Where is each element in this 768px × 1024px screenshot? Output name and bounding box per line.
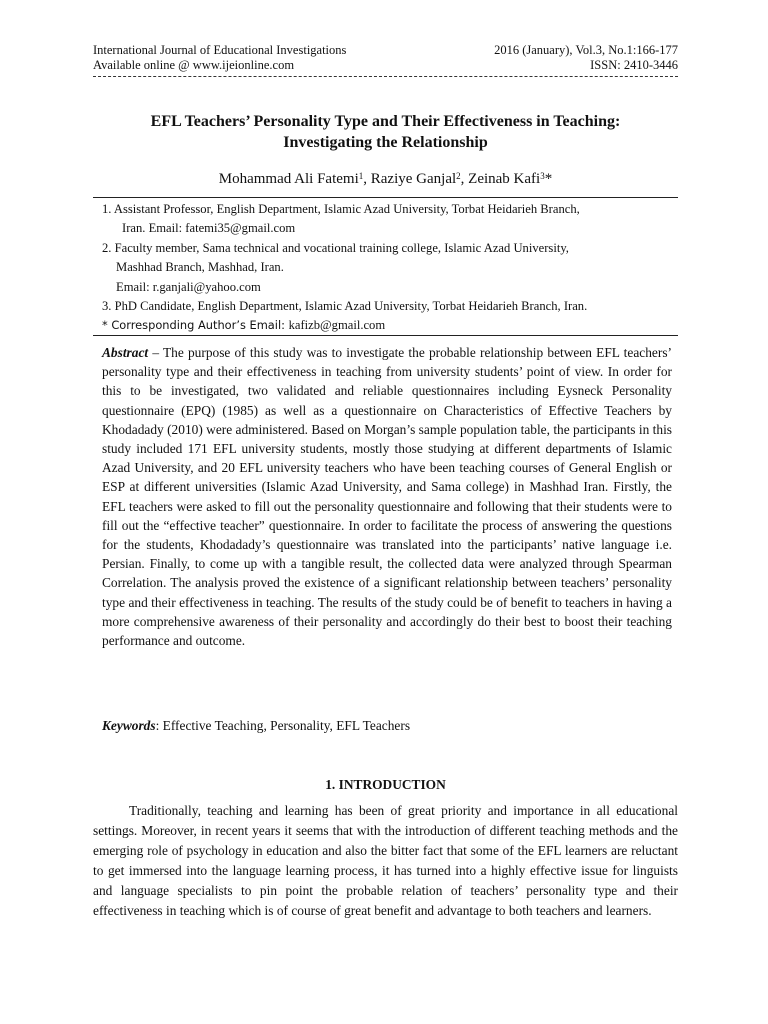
affiliations-block (102, 200, 672, 336)
abstract-dash: – (148, 345, 163, 360)
introduction-paragraph: Traditionally, teaching and learning has been of great priority and importance in all educational settings. Moreover, in recent years it seems that with the introduction of different teaching methods and the emerging role of psychology in education and also the bitter fact that some of the EFL learners are reluctant to get immersed into the language learning process, it has turned into a highly effective issue for linguists and language specialists to pin point the probable relation of teachers’ personality type and their effectiveness in teaching which is of course of great benefit and advantage to both teachers and learners. (93, 803, 678, 918)
affiliation-1-line-1: 1. Assistant Professor, English Department, Islamic Azad University, Torbat Heidarieh Branch, (102, 202, 580, 216)
section-heading-introduction: 1. INTRODUCTION (325, 777, 446, 792)
author-list (93, 170, 678, 188)
author-separator: , (363, 171, 371, 187)
affiliations-top-rule (93, 197, 678, 198)
affiliations-bottom-rule (93, 335, 678, 336)
affiliation-2-line-1: 2. Faculty member, Sama technical and vocational training college, Islamic Azad University, (102, 240, 569, 255)
keywords-text: Effective Teaching, Personality, EFL Teachers (162, 718, 411, 733)
corresponding-mark: * (544, 171, 553, 187)
abstract-label: Abstract (102, 345, 149, 360)
keywords-colon: : (155, 718, 163, 733)
author-1: Mohammad Ali Fatemi (218, 171, 359, 187)
corresponding-email[interactable]: kafizb@gmail.com (288, 318, 386, 333)
header-divider (93, 76, 678, 77)
availability-link[interactable]: Available online @ www.ijeionline.com (93, 58, 295, 72)
author-2: Raziye Ganjal (370, 171, 457, 187)
author-2-affiliation-mark: 2 (456, 171, 461, 181)
journal-name: International Journal of Educational Investigations (93, 43, 347, 57)
affiliation-2-line-2: Mashhad Branch, Mashhad, Iran. (116, 260, 284, 275)
running-header-top (93, 43, 678, 58)
abstract (102, 343, 672, 650)
corresponding-author (102, 316, 672, 335)
title-line-2: Investigating the Relationship (283, 134, 488, 151)
running-header-bottom (93, 58, 678, 73)
affiliation-3-line-1: 3. PhD Candidate, English Department, Islamic Azad University, Torbat Heidarieh Branch, Iran. (102, 299, 588, 314)
affiliation-2-line-3: Email: r.ganjali@yahoo.com (116, 279, 261, 294)
issn: ISSN: 2410-3446 (590, 58, 678, 72)
keywords-label: Keywords (102, 718, 156, 733)
keywords (102, 716, 672, 735)
paper-title (93, 111, 678, 153)
title-line-1: EFL Teachers’ Personality Type and Their Effectiveness in Teaching: (150, 113, 621, 130)
abstract-text: The purpose of this study was to investigate the probable relationship between EFL teachers’ personality type and their effectiveness in teaching from university students’ point of view. In order for this to be investigated, two validated and reliable questionnaires including Eysneck Personality questionnaire (EPQ) (1985) as well as a questionnaire on Characteristics of Effective Teachers by Khodadady (2010) were administered. Based on Morgan’s sample population table, the participants in this study included 171 EFL university students, mostly those studying at different departments of Islamic Azad University, and 20 EFL university teachers who have been teaching courses of General English or ESP at different universities (Islamic Azad University, and Sama college) in Mashhad Iran. Firstly, the EFL teachers were asked to fill out the personality questionnaire and following that their students were to fill out the “effective teacher” questionnaire. In order to facilitate the process of answering the questions for the students, Khodadady’s questionnaire was translated into the participants’ native language i.e. Persian. Finally, to come up with a tangible result, the collected data were analyzed through Spearman Correlation. The analysis proved the existence of a significant relationship between teachers’ personality type and their effectiveness in teaching. The results of the study could be of benefit to teachers in having a more comprehensive awareness of their personality and accordingly do their best to boost their teaching performance and outcome. (102, 345, 672, 649)
author-3: Zeinab Kafi (468, 171, 541, 187)
author-1-affiliation-mark: 1 (358, 171, 364, 181)
corresponding-label: * Corresponding Author’s Email: (102, 318, 289, 333)
author-separator: , (460, 171, 469, 187)
affiliation-1-line-2: Iran. Email: fatemi35@gmail.com (122, 221, 296, 236)
issue-info: 2016 (January), Vol.3, No.1:166-177 (494, 43, 678, 57)
author-3-affiliation-mark: 3 (540, 171, 545, 181)
